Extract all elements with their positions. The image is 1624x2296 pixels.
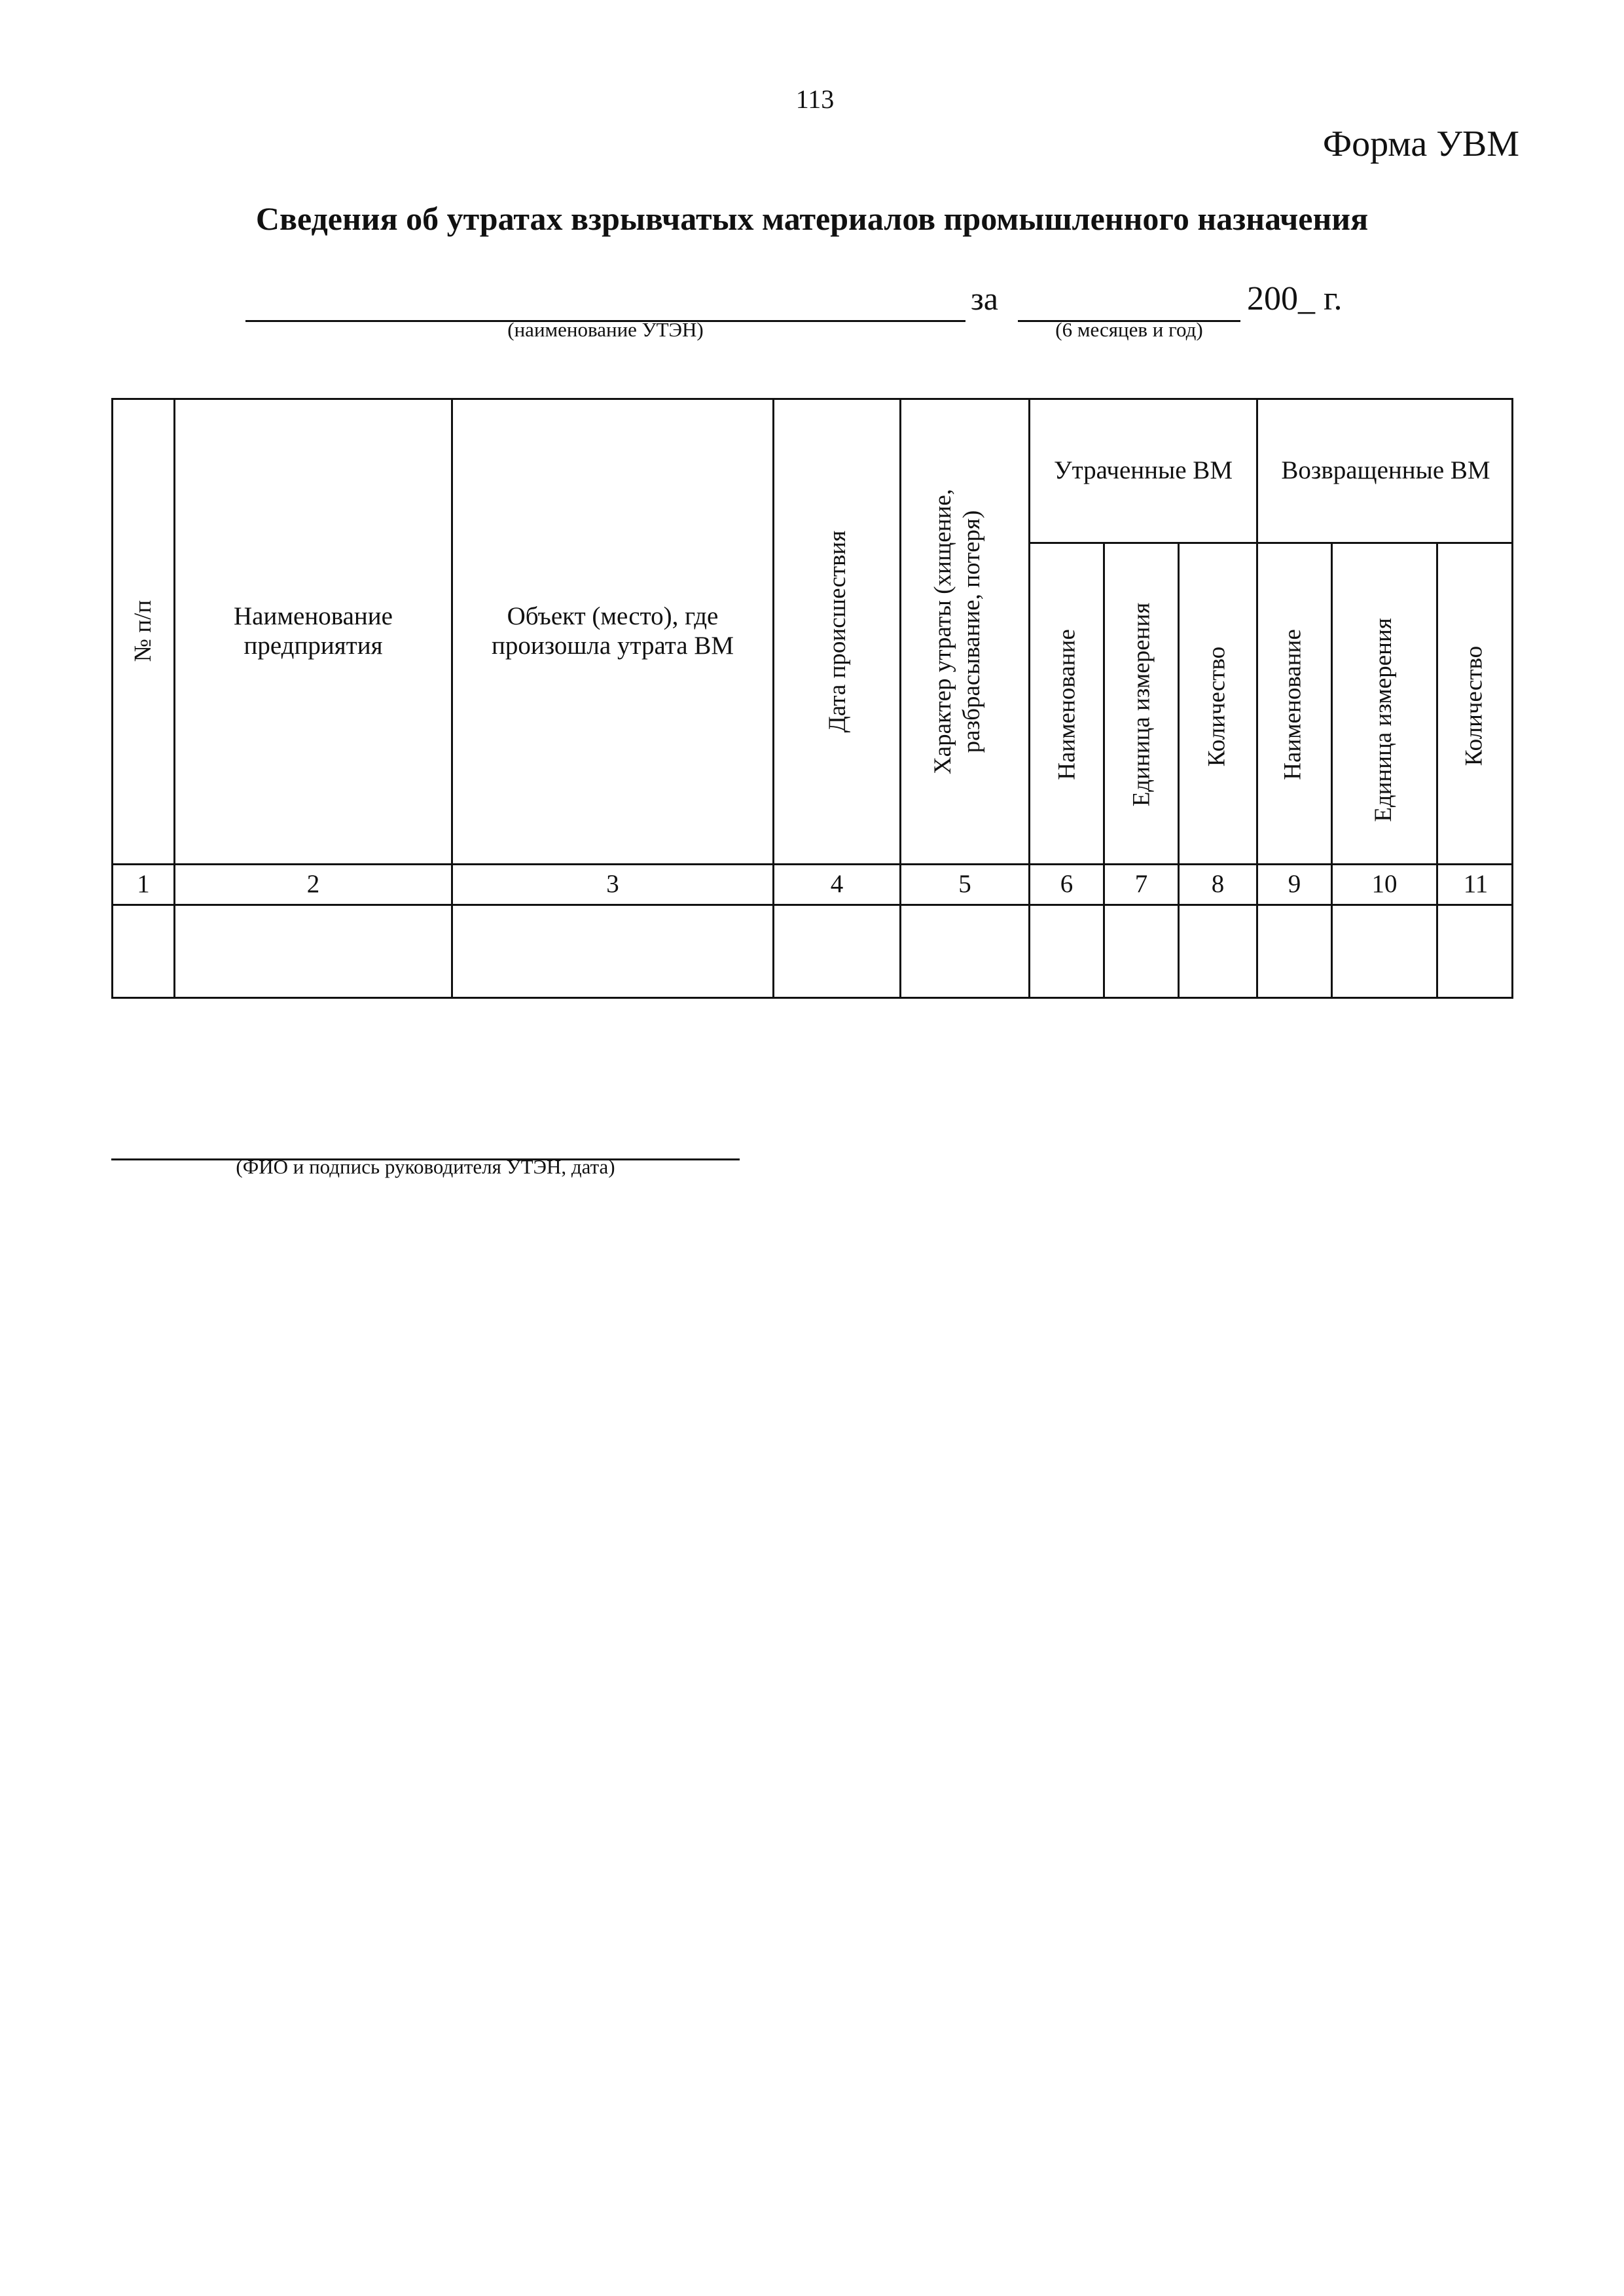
column-number: 3 bbox=[606, 870, 619, 899]
column-number: 8 bbox=[1211, 870, 1225, 899]
period-caption: (6 месяцев и год) bbox=[1055, 318, 1203, 341]
header-lost-unit: Единица измерения bbox=[1128, 602, 1155, 807]
signature-caption: (ФИО и подпись руководителя УТЭН, дата) bbox=[236, 1155, 615, 1178]
group-header-divider bbox=[1028, 542, 1513, 544]
header-row-number: № п/п bbox=[129, 600, 156, 662]
header-returned-name: Наименование bbox=[1279, 629, 1307, 780]
document-title: Сведения об утратах взрывчатых материалов промышленного назначения bbox=[255, 200, 1369, 237]
table-row bbox=[113, 906, 1513, 999]
column-number: 2 bbox=[306, 870, 320, 899]
header-group-lost: Утраченные ВМ bbox=[1054, 456, 1233, 485]
header-lost-name: Наименование bbox=[1053, 629, 1081, 780]
header-incident-date: Дата происшествия bbox=[823, 530, 851, 733]
form-label: Форма УВМ bbox=[1322, 124, 1519, 164]
header-returned-unit: Единица измерения bbox=[1369, 618, 1397, 822]
header-returned-quantity: Количество bbox=[1460, 645, 1488, 766]
header-enterprise-name: Наименование предприятия bbox=[234, 602, 393, 660]
column-number: 11 bbox=[1463, 870, 1489, 899]
page-number: 113 bbox=[795, 84, 835, 114]
column-number: 5 bbox=[958, 870, 971, 899]
header-loss-type: Характер утраты (хищение, разбрасывание, потеря) bbox=[929, 488, 985, 775]
column-number: 7 bbox=[1134, 870, 1148, 899]
column-number: 10 bbox=[1371, 870, 1398, 899]
org-name-caption: (наименование УТЭН) bbox=[507, 318, 704, 341]
header-group-returned: Возвращенные ВМ bbox=[1281, 456, 1490, 485]
header-loss-location: Объект (место), где произошла утрата ВМ bbox=[491, 602, 734, 660]
period-prefix: за bbox=[971, 280, 998, 317]
year-label: 200_ г. bbox=[1247, 280, 1343, 317]
column-number: 1 bbox=[137, 870, 150, 899]
header-lost-quantity: Количество bbox=[1203, 646, 1231, 767]
column-number: 4 bbox=[830, 870, 844, 899]
column-number: 9 bbox=[1288, 870, 1301, 899]
losses-table bbox=[111, 398, 1513, 999]
column-number: 6 bbox=[1060, 870, 1074, 899]
